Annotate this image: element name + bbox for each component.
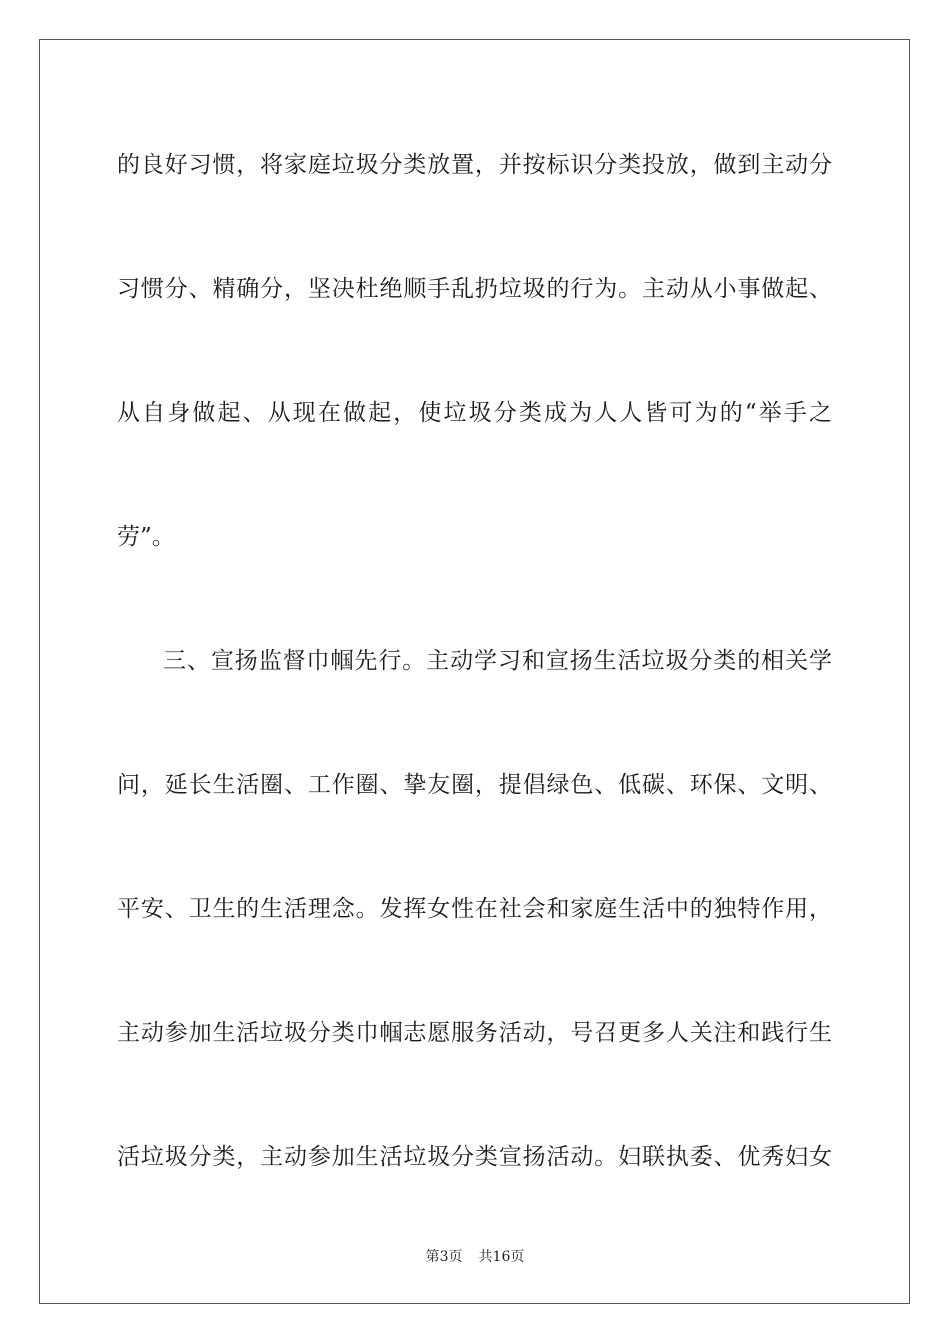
page-footer [0, 1248, 950, 1266]
text-line: 劳”。 [117, 524, 175, 550]
page-number-total: 共16页 [478, 1249, 525, 1265]
text-line: 的良好习惯，将家庭垃圾分类放置，并按标识分类投放，做到主动分 [117, 152, 832, 178]
text-line: 三、宣扬监督巾帼先行。主动学习和宣扬生活垃圾分类的相关学 [163, 648, 832, 674]
text-line: 平安、卫生的生活理念。发挥女性在社会和家庭生活中的独特作用， [117, 896, 832, 922]
text-line: 习惯分、精确分，坚决杜绝顺手乱扔垃圾的行为。主动从小事做起、 [117, 276, 832, 302]
text-line: 活垃圾分类，主动参加生活垃圾分类宣扬活动。妇联执委、优秀妇女 [117, 1144, 832, 1170]
text-line: 主动参加生活垃圾分类巾帼志愿服务活动，号召更多人关注和践行生 [117, 1020, 832, 1046]
text-line: 问，延长生活圈、工作圈、挚友圈，提倡绿色、低碳、环保、文明、 [117, 772, 832, 798]
text-line: 从自身做起、从现在做起，使垃圾分类成为人人皆可为的“举手之 [117, 400, 832, 426]
page-number-current: 第3页 [425, 1249, 463, 1265]
